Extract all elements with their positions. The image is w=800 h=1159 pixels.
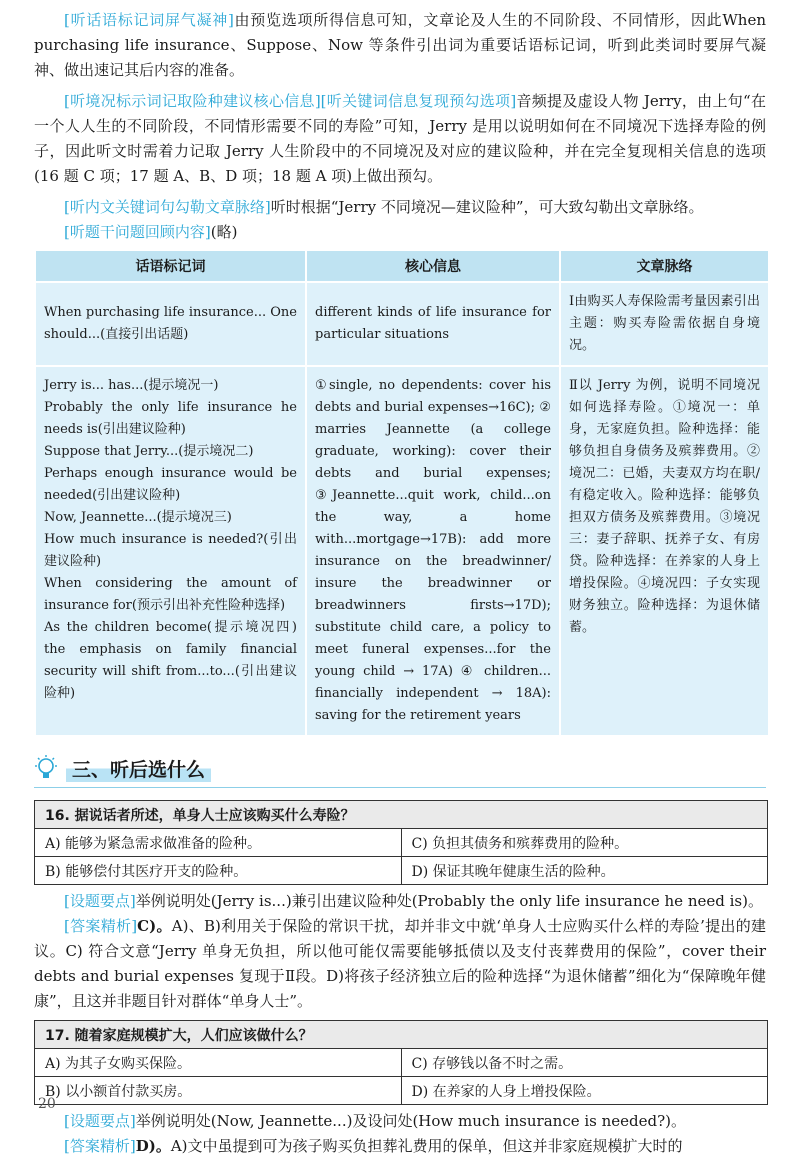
question-17-notes	[34, 1109, 766, 1159]
intro-paragraph	[34, 8, 766, 83]
outline-row	[35, 366, 769, 736]
outline-row	[35, 282, 769, 366]
key-text: 举例说明处(Jerry is...)兼引出建议险种处(Probably the only life insurance he need is)。	[135, 892, 763, 910]
answer-text: A)文中虽提到可为孩子购买负担葬礼费用的保单，但这并非家庭规模扩大时的	[170, 1137, 683, 1155]
key-tag: [设题要点]	[64, 892, 136, 910]
intro-paragraph	[34, 195, 766, 220]
section-header	[34, 753, 766, 788]
answer-letter: D)。	[135, 1137, 171, 1155]
outline-header-row	[35, 250, 769, 282]
page-content	[34, 8, 766, 1159]
option: A) 为其子女购买保险。	[35, 1049, 402, 1077]
outline-header: 话语标记词	[35, 250, 306, 282]
marker-line: Jerry is... has...(提示境况一)	[44, 378, 219, 393]
marker-line: How much insurance is needed?(引出建议险种)	[44, 532, 297, 569]
intro-section	[34, 8, 766, 245]
option: C) 存够钱以备不时之需。	[401, 1049, 768, 1077]
key-text: 举例说明处(Now, Jeannette...)及设问处(How much insurance is needed?)。	[135, 1112, 687, 1130]
marker-cell: When purchasing life insurance... One should...(直接引出话题)	[35, 282, 306, 366]
page-number: 20	[38, 1096, 56, 1112]
key-tag: [设题要点]	[64, 1112, 136, 1130]
marker-cell	[35, 366, 306, 736]
intro-paragraph	[34, 220, 766, 245]
marker-line: Perhaps enough insurance would be needed(引出建议险种)	[44, 466, 297, 503]
option: D) 保证其晚年健康生活的险种。	[401, 857, 768, 885]
marker-line: As the children become(提示境况四) the emphasis on family financial security will shift from...to...(引出建议险种)	[44, 620, 297, 701]
intro-text: 听时根据“Jerry 不同境况—建议险种”，可大致勾勒出文章脉络。	[270, 198, 704, 216]
question-16-notes	[34, 889, 766, 1014]
question-16-table	[34, 800, 768, 885]
answer-text: A)、B)利用关于保险的常识干扰，却并非文中就‘单身人士应购买什么样的寿险’提出的建议。C) 符合文意“Jerry 单身无负担，所以他可能仅需要能够抵债以及支付丧葬费用的保险”，cover their debts and burial expenses 复现于Ⅱ段。D)将孩子经济独立后的险种选择“为退休储蓄”细化为“保障晚年健康”，且这并非题目针对群体“单身人士”。	[34, 917, 766, 1010]
intro-tag: [听境况标示词记取险种建议核心信息][听关键词信息复现预勾选项]	[64, 92, 517, 110]
marker-line: Now, Jeannette...(提示境况三)	[44, 510, 232, 525]
core-info-cell: ①single, no dependents: cover his debts and burial expenses→16C); ② marries Jeannette (a college graduate, working): cover their debts and burial expenses; ③Jeannette...quit work, child...on the way, a home with...mortgage→17B): add more insurance on the breadwinner/ insure the breadwinner or breadwinners firsts→17D); substitute child care, a policy to meet funeral expenses...for the young child → 17A) ④ children... financially independent → 18A): saving for the retirement years	[306, 366, 560, 736]
option: A) 能够为紧急需求做准备的险种。	[35, 829, 402, 857]
intro-tag: [听话语标记词屏气凝神]	[64, 11, 234, 29]
outline-header: 核心信息	[306, 250, 560, 282]
key-point	[34, 1109, 766, 1134]
key-point	[34, 889, 766, 914]
answer-letter: C)。	[137, 917, 172, 935]
section-title: 三、听后选什么	[66, 755, 211, 782]
answer-analysis	[34, 1134, 766, 1159]
question-stem: 17. 随着家庭规模扩大，人们应该做什么？	[35, 1021, 768, 1049]
answer-tag: [答案精析]	[64, 917, 138, 935]
question-17-table	[34, 1020, 768, 1105]
option: B) 能够偿付其医疗开支的险种。	[35, 857, 402, 885]
lightbulb-icon	[34, 755, 58, 783]
question-stem: 16. 据说话者所述，单身人士应该购买什么寿险？	[35, 801, 768, 829]
intro-text: (略)	[210, 223, 238, 241]
structure-cell: Ⅰ由购买人寿保险需考量因素引出主题：购买寿险需依据自身境况。	[560, 282, 769, 366]
answer-tag: [答案精析]	[64, 1137, 136, 1155]
outline-table	[34, 249, 770, 737]
option: D) 在养家的人身上增投保险。	[401, 1077, 768, 1105]
answer-analysis	[34, 914, 766, 1014]
option: C) 负担其债务和殡葬费用的险种。	[401, 829, 768, 857]
intro-tag: [听内文关键词句勾勒文章脉络]	[64, 198, 271, 216]
intro-text: 音频提及虚设人物 Jerry，由上句“在一个人人生的不同阶段，不同情形需要不同的寿险”可知，Jerry 是用以说明如何在不同境况下选择寿险的例子，因此听文时需着力记取 Jerry 人生阶段中的不同境况及对应的建议险种，并在完全复现相关信息的选项(16 题 C 项；17 题 A、B、D 项；18 题 A 项)上做出预勾。	[34, 92, 766, 185]
marker-line: When considering the amount of insurance for(预示引出补充性险种选择)	[44, 576, 297, 613]
marker-line: Probably the only life insurance he needs is(引出建议险种)	[44, 400, 297, 437]
marker-line: Suppose that Jerry...(提示境况二)	[44, 444, 254, 459]
core-info-cell: different kinds of life insurance for particular situations	[306, 282, 560, 366]
intro-paragraph	[34, 89, 766, 189]
intro-text: 由预览选项所得信息可知，文章论及人生的不同阶段、不同情形，因此When purchasing life insurance、Suppose、Now 等条件引出词为重要话语标记词，听到此类词时要屏气凝神、做出速记其后内容的准备。	[34, 11, 766, 79]
structure-cell: Ⅱ以 Jerry 为例，说明不同境况如何选择寿险。①境况一：单身，无家庭负担。险种选择：能够负担自身债务及殡葬费用。② 境况二：已婚，夫妻双方均在职/有稳定收入。险种选择：能够负担双方债务及殡葬费用。③境况三：妻子辞职、抚养子女、有房贷。险种选择：在养家的人身上增投保险。④境况四：子女实现财务独立。险种选择：为退休储蓄。	[560, 366, 769, 736]
outline-header: 文章脉络	[560, 250, 769, 282]
intro-tag: [听题干问题回顾内容]	[64, 223, 211, 241]
option: B) 以小额首付款买房。	[35, 1077, 402, 1105]
